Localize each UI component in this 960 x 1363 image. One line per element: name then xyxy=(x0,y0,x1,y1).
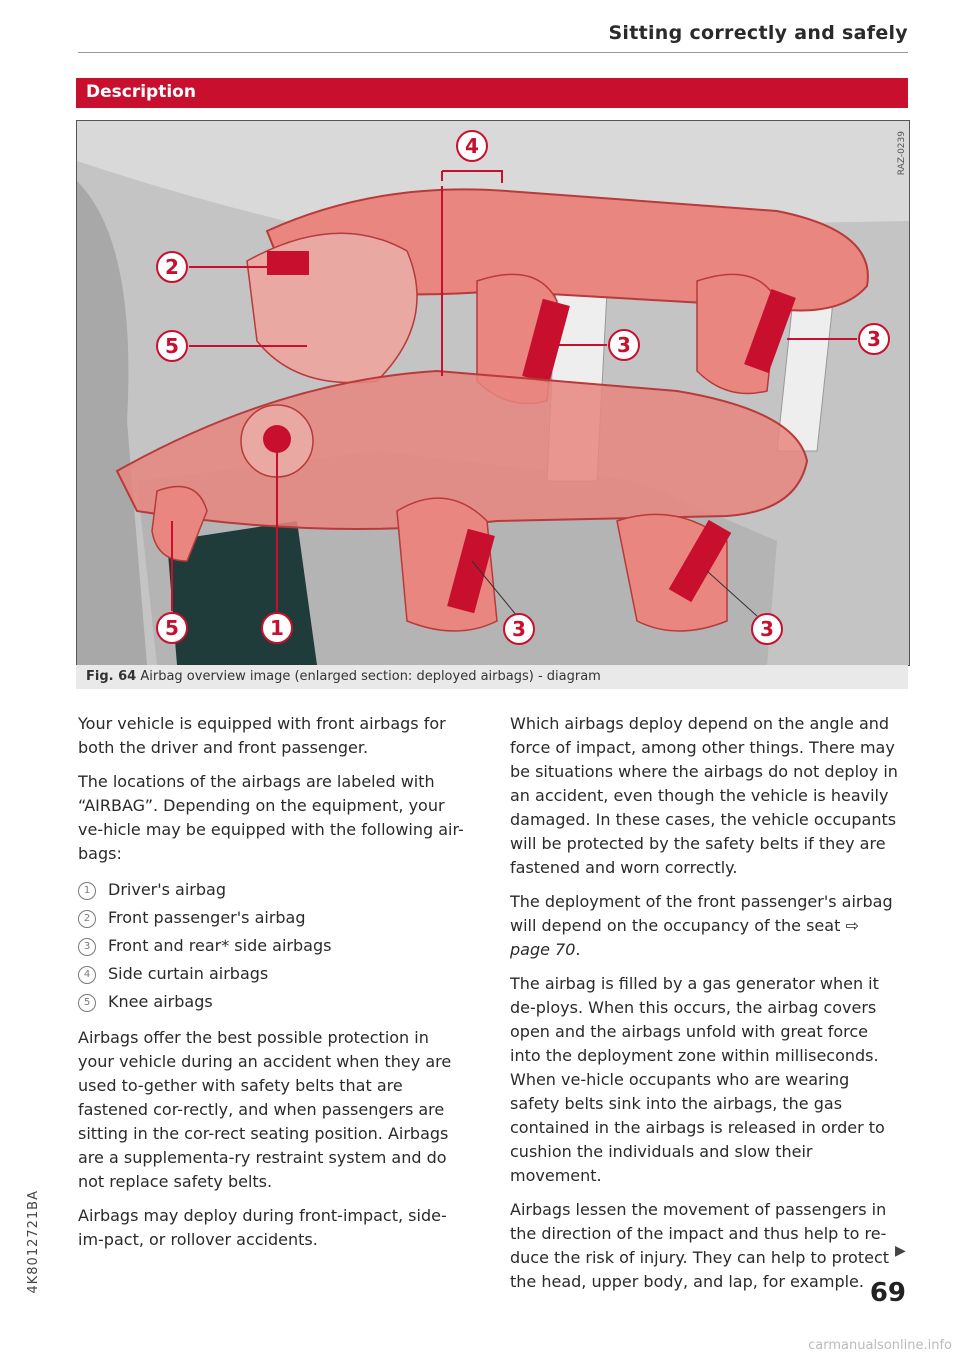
callout-3b xyxy=(859,324,889,354)
list-number: 4 xyxy=(78,966,96,984)
left-column xyxy=(78,712,468,1262)
document-code: 4K8012721BA xyxy=(26,1190,41,1294)
right-paragraph-3: The airbag is filled by a gas generator when it de-ploys. When this occurs, the airbag covers open and the airbags unfold with great force into the deployment zone within milliseconds. When ve-hicle occupants who are wearing safety belts sink into the airbags, the gas contained in the airbags is released in order to cushion the individuals and slow their movement. xyxy=(510,974,885,1185)
list-text: Front and rear* side airbags xyxy=(108,936,332,955)
caption-number: Fig. 64 xyxy=(86,669,137,684)
list-text: Side curtain airbags xyxy=(108,964,269,983)
callout-3c xyxy=(504,614,534,644)
callout-4 xyxy=(457,131,487,161)
header-rule xyxy=(78,52,908,53)
running-header: Sitting correctly and safely xyxy=(608,22,908,44)
section-title: Description xyxy=(86,82,196,102)
callout-1-label: 1 xyxy=(270,616,284,640)
right-paragraph-4: Airbags lessen the movement of passengers in the direction of the impact and thus help to re-duce the risk of injury. They can help to protect the head, upper body, and lap, for example. xyxy=(510,1200,890,1291)
right-paragraph-2-end: . xyxy=(575,940,581,959)
callout-3d-label: 3 xyxy=(760,617,774,641)
list-item xyxy=(78,988,468,1016)
right-paragraph-1: Which airbags deploy depend on the angle and force of impact, among other things. There may be situations where the airbags do not deploy in an accident, even though the vehicle is heavily damaged. In these cases, the vehicle occupants will be protected by the safety belts if they are fastened and worn correctly. xyxy=(510,714,898,877)
left-paragraph-1: Your vehicle is equipped with front airbags for both the driver and front passenger. xyxy=(78,714,446,757)
right-paragraph-2 xyxy=(510,890,900,962)
callout-1 xyxy=(262,613,292,643)
page-reference-link[interactable]: ⇨ page 70 xyxy=(510,916,859,959)
list-item xyxy=(78,876,468,904)
airbag-list xyxy=(78,876,468,1016)
callout-3a-label: 3 xyxy=(617,333,631,357)
callout-5-upper-label: 5 xyxy=(165,334,179,358)
list-text: Knee airbags xyxy=(108,992,213,1011)
left-paragraph-3: Airbags offer the best possible protection in your vehicle during an accident when they are used to-gether with safety belts that are fastened cor-rectly, and when passengers are sitting in the cor-rect seating position. Airbags are a supplementa-ry restraint system and do not replace safety belts. xyxy=(78,1028,452,1191)
callout-5-lower-label: 5 xyxy=(165,616,179,640)
caption-text: Airbag overview image (enlarged section: deployed airbags) - diagram xyxy=(140,669,601,684)
continue-arrow-icon: ▶ xyxy=(895,1243,906,1259)
driver-airbag-module xyxy=(263,425,291,453)
callout-3a xyxy=(609,330,639,360)
figure-caption xyxy=(76,665,908,689)
left-paragraph-2: The locations of the airbags are labeled with “AIRBAG”. Depending on the equipment, your ve-hicle may be equipped with the following air-bags: xyxy=(78,772,464,863)
list-number: 2 xyxy=(78,910,96,928)
passenger-airbag-module xyxy=(267,251,309,275)
list-number: 1 xyxy=(78,882,96,900)
airbag-diagram xyxy=(76,120,910,666)
callout-4-label: 4 xyxy=(465,134,479,158)
list-number: 3 xyxy=(78,938,96,956)
list-item xyxy=(78,960,468,988)
figure-code: RAZ-0239 xyxy=(897,131,907,176)
right-column xyxy=(510,712,900,1304)
callout-2 xyxy=(157,252,187,282)
list-text: Front passenger's airbag xyxy=(108,908,306,927)
callout-5-lower xyxy=(157,613,187,643)
callout-3d xyxy=(752,614,782,644)
page-number: 69 xyxy=(869,1278,906,1308)
watermark: carmanualsonline.info xyxy=(808,1338,952,1353)
right-paragraph-2-text: The deployment of the front passenger's airbag will depend on the occupancy of the seat xyxy=(510,892,893,935)
section-bar xyxy=(76,78,908,108)
list-text: Driver's airbag xyxy=(108,880,226,899)
list-item xyxy=(78,932,468,960)
airbag-illustration xyxy=(77,121,909,665)
callout-2-label: 2 xyxy=(165,255,179,279)
callout-3c-label: 3 xyxy=(512,617,526,641)
callout-3b-label: 3 xyxy=(867,327,881,351)
list-number: 5 xyxy=(78,994,96,1012)
callout-5-upper xyxy=(157,331,187,361)
list-item xyxy=(78,904,468,932)
left-paragraph-4: Airbags may deploy during front-impact, side-im-pact, or rollover accidents. xyxy=(78,1206,447,1249)
